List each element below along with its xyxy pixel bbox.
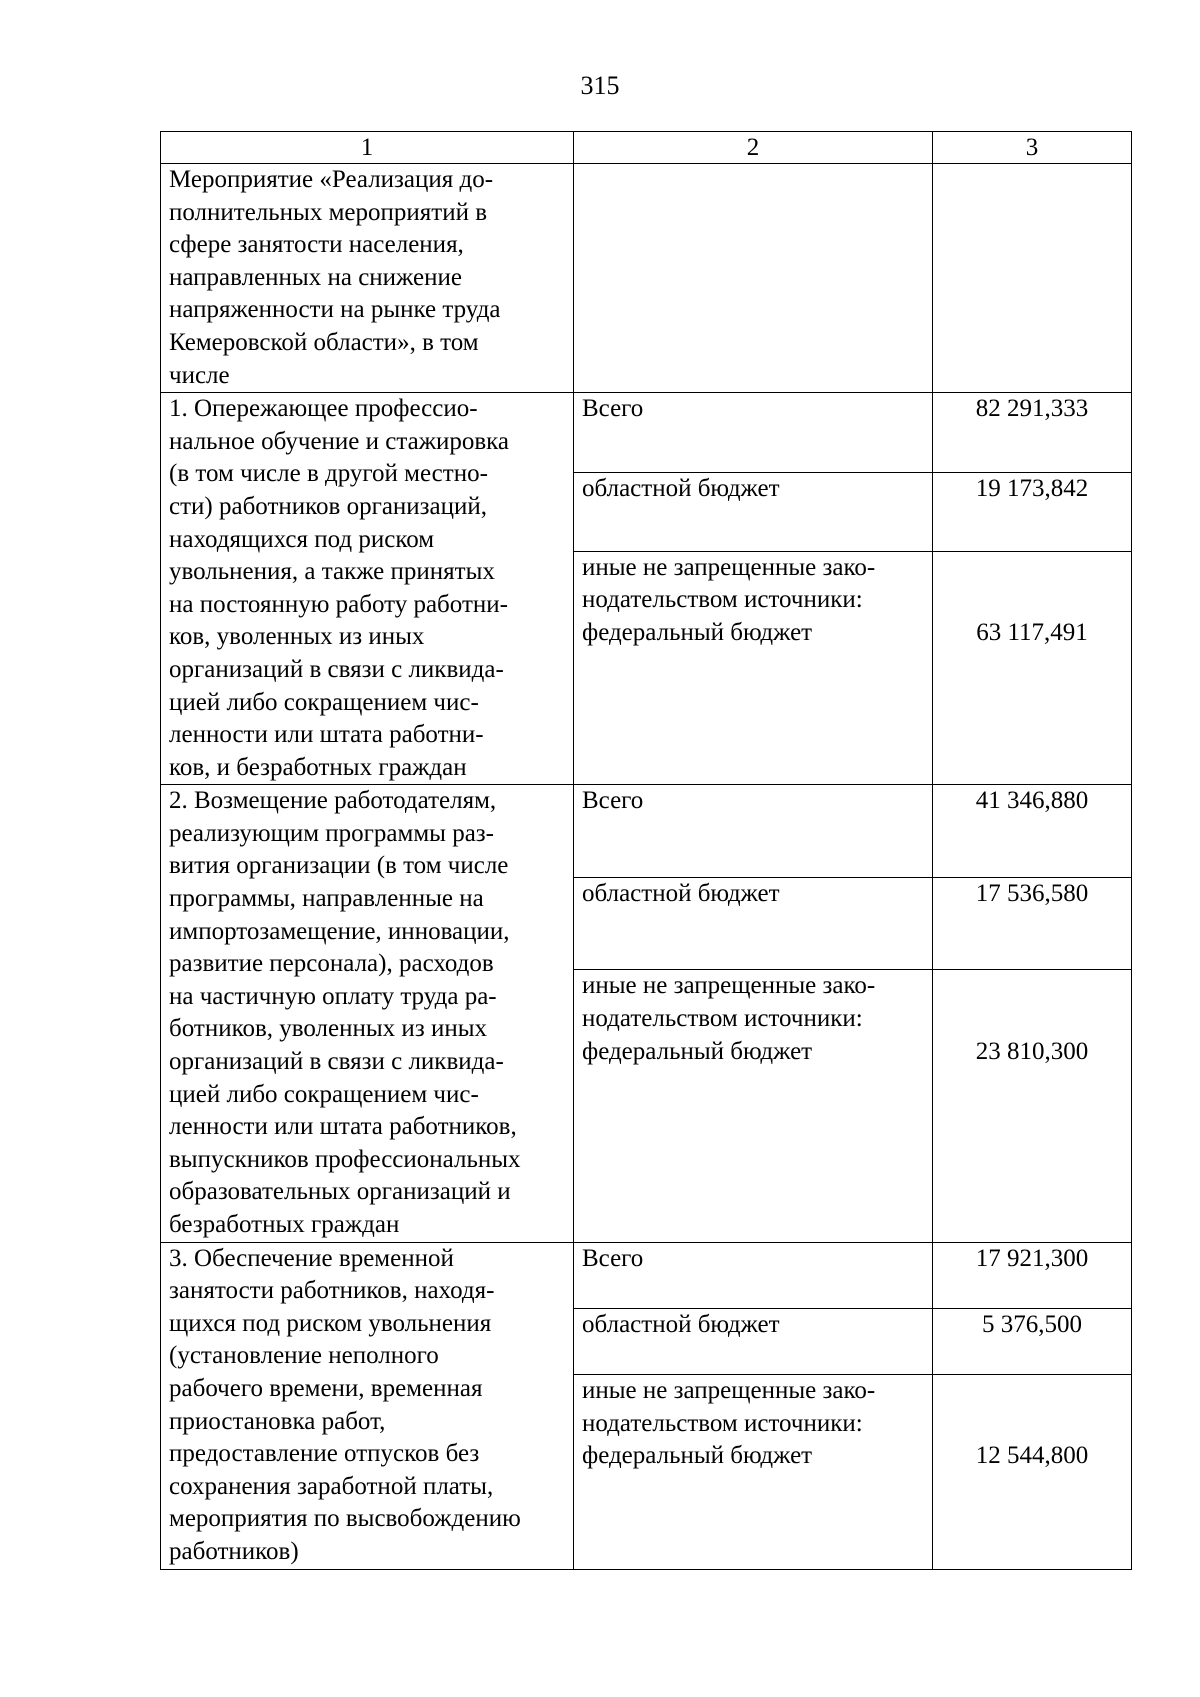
intro-empty-cell-2 — [574, 164, 933, 393]
section-3-federal-cell — [933, 1374, 1132, 1569]
section-2-total-row — [161, 785, 1132, 878]
section-1-total-row — [161, 393, 1132, 472]
section-2-total-value: 41 346,880 — [933, 785, 1132, 878]
section-2-other-sources-label: иные не запрещенные зако- нодательством источники: — [582, 972, 876, 1032]
header-cell-2: 2 — [574, 132, 933, 164]
section-3-sources-cell — [574, 1374, 933, 1569]
section-1-total-value: 82 291,333 — [933, 393, 1132, 472]
header-cell-3: 3 — [933, 132, 1132, 164]
section-2-regional-label: областной бюджет — [574, 877, 933, 970]
section-3-total-label: Всего — [574, 1242, 933, 1308]
header-cell-1: 1 — [161, 132, 574, 164]
section-1-regional-value: 19 173,842 — [933, 472, 1132, 551]
section-3-federal-value: 12 544,800 — [975, 1442, 1089, 1470]
section-2-sources-cell — [574, 970, 933, 1242]
funding-table — [160, 131, 1132, 1570]
section-2-total-label: Всего — [574, 785, 933, 878]
section-1-total-label: Всего — [574, 393, 933, 472]
section-1-other-sources-label: иные не запрещенные зако- нодательством источники: — [582, 553, 876, 614]
section-2-federal-value: 23 810,300 — [975, 1037, 1089, 1065]
section-1-federal-cell — [933, 551, 1132, 784]
section-2-federal-label: федеральный бюджет — [582, 1037, 813, 1065]
section-3-other-sources-label: иные не запрещенные зако- нодательством источники: — [582, 1376, 876, 1437]
intro-text: Мероприятие «Реализация до- полнительных мероприятий в сфере занятости населения, направленных на снижение напряженности на рынке труда Кемеровской области», в том числе — [161, 164, 574, 393]
section-1-federal-value: 63 117,491 — [976, 619, 1088, 647]
section-3-total-row — [161, 1242, 1132, 1308]
section-2-federal-cell — [933, 970, 1132, 1242]
section-3-federal-label: федеральный бюджет — [582, 1442, 813, 1470]
section-3-regional-label: областной бюджет — [574, 1308, 933, 1374]
intro-row — [161, 164, 1132, 393]
section-1-sources-cell — [574, 551, 933, 784]
section-1-regional-label: областной бюджет — [574, 472, 933, 551]
page-number: 315 — [580, 71, 620, 100]
section-3-regional-value: 5 376,500 — [933, 1308, 1132, 1374]
intro-empty-cell-3 — [933, 164, 1132, 393]
table-header-row — [161, 132, 1132, 164]
section-1-title: 1. Опережающее профессио- нальное обучение и стажировка (в том числе в другой местно- сти) работников организаций, находящихся под риском увольнения, а также принятых на постоянную работу работни- ков, уволенных из иных организаций в связи с ликвида- цией либо сокращением чис- ленности или штата работни- ков, и безработных граждан — [161, 393, 574, 785]
section-2-title: 2. Возмещение работодателям, реализующим программы раз- вития организации (в том числе программы, направленные на импортозамещение, инновации, развитие персонала), расходов на частичную оплату труда ра- ботников, уволенных из иных организаций в связи с ликвида- цией либо сокращением чис- ленности или штата работников, выпускников профессиональных образовательных организаций и безработных граждан — [161, 785, 574, 1242]
section-3-total-value: 17 921,300 — [933, 1242, 1132, 1308]
section-1-federal-label: федеральный бюджет — [582, 619, 813, 647]
section-2-regional-value: 17 536,580 — [933, 877, 1132, 970]
section-3-title: 3. Обеспечение временной занятости работников, находя- щихся под риском увольнения (установление неполного рабочего времени, временная приостановка работ, предоставление отпусков без сохранения заработной платы, мероприятия по высвобождению работников) — [161, 1242, 574, 1569]
